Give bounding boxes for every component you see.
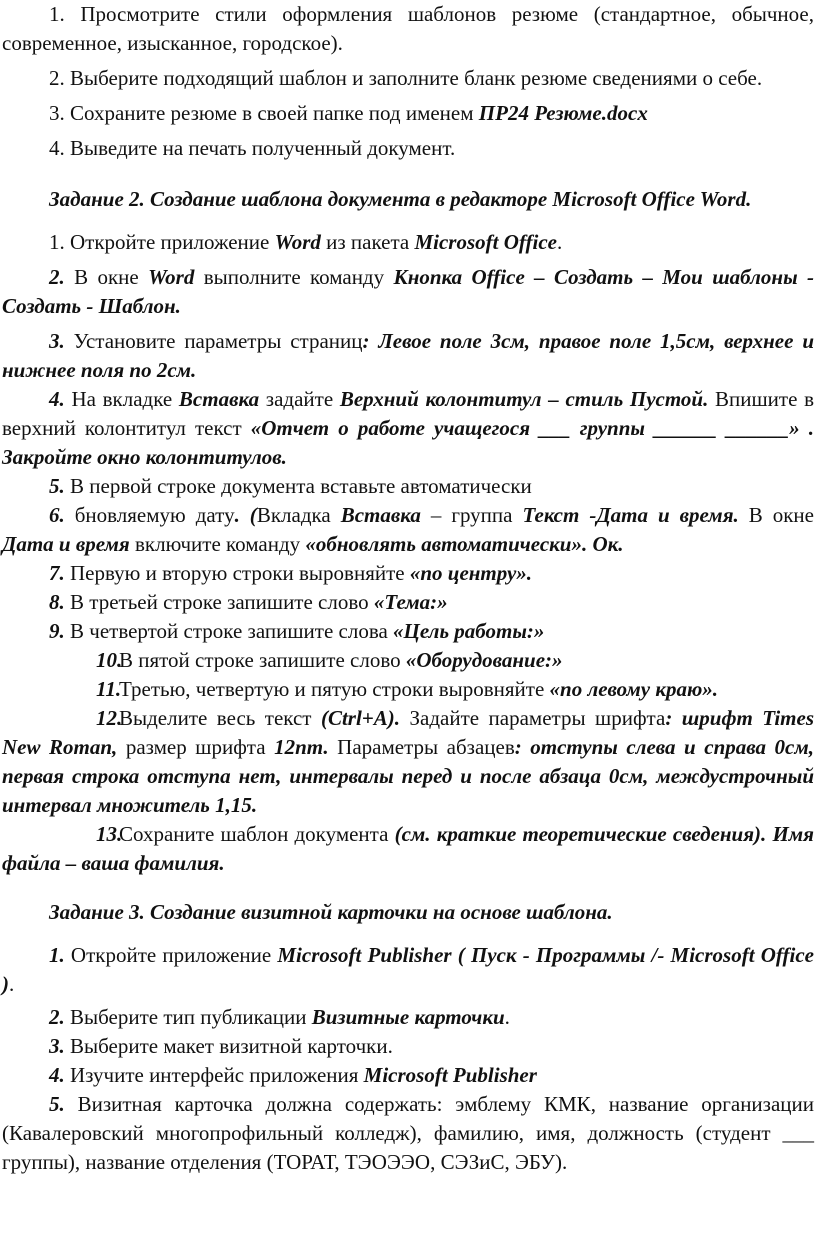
list-item: 6. бновляемую дату. (Вкладка Вставка – группа Текст -Дата и время. В окне Дата и время включите команду «обновлять автоматически». Ок. [2, 503, 814, 556]
list-item: 1. Просмотрите стили оформления шаблонов резюме (стандартное, обычное, современное, изысканное, городское). [2, 2, 815, 55]
list-item: 3. Установите параметры страниц: Левое поле 3см, правое поле 1,5см, верхнее и нижнее поля по 2см. [2, 329, 814, 382]
list-item: 1. Откройте приложение Microsoft Publisher ( Пуск - Программы /- Microsoft Office ). [2, 943, 814, 996]
list-item: 3. Сохраните резюме в своей папке под именем ПР24 Резюме.docx [49, 101, 648, 125]
list-item: 5. В первой строке документа вставьте автоматически [49, 474, 532, 498]
list-item: 4. На вкладке Вставка задайте Верхний колонтитул – стиль Пустой. Впишите в верхний колонтитул текст «Отчет о работе учащегося ___ группы ______ ______» . Закройте окно колонтитулов. [2, 387, 815, 469]
list-item: 5. Визитная карточка должна содержать: эмблему КМК, название организации (Кавалеровский многопрофильный колледж), фамилию, имя, должность (студент ___ группы), название отделения (ТОРАТ, ТЭОЭЭО, СЭЗиС, ЭБУ). [2, 1092, 814, 1174]
list-item: 7. Первую и вторую строки выровняйте «по центру». [49, 561, 533, 585]
list-item: 2. Выберите подходящий шаблон и заполните бланк резюме сведениями о себе. [49, 66, 763, 90]
section-heading: Задание 3. Создание визитной карточки на основе шаблона. [49, 900, 613, 924]
list-item: 3. Выберите макет визитной карточки. [49, 1034, 393, 1058]
list-item: 4. Изучите интерфейс приложения Microsoft Publisher [49, 1063, 537, 1087]
list-item: 13.Сохраните шаблон документа (см. краткие теоретические сведения). Имя файла – ваша фамилия. [2, 822, 814, 875]
list-item: 12.Выделите весь текст (Ctrl+A). Задайте параметры шрифта: шрифт Times New Roman, размер шрифта 12пт. Параметры абзацев: отступы слева и справа 0см, первая строка отступа нет, интервалы перед и после абзаца 0см, междустрочный интервал множитель 1,15. [2, 706, 814, 817]
list-item: 11.Третью, четвертую и пятую строки выровняйте «по левому краю». [96, 677, 719, 701]
list-item: 9. В четвертой строке запишите слова «Цель работы:» [49, 619, 545, 643]
list-item: 2. Выберите тип публикации Визитные карточки. [49, 1005, 510, 1029]
section-heading: Задание 2. Создание шаблона документа в редакторе Microsoft Office Word. [49, 187, 752, 211]
list-item: 10.В пятой строке запишите слово «Оборудование:» [96, 648, 563, 672]
list-item: 1. Откройте приложение Word из пакета Microsoft Office. [49, 230, 563, 254]
list-item: 8. В третьей строке запишите слово «Тема:» [49, 590, 448, 614]
list-item: 2. В окне Word выполните команду Кнопка Office – Создать – Мои шаблоны - Создать - Шаблон. [2, 265, 814, 318]
list-item: 4. Выведите на печать полученный документ. [49, 136, 456, 160]
